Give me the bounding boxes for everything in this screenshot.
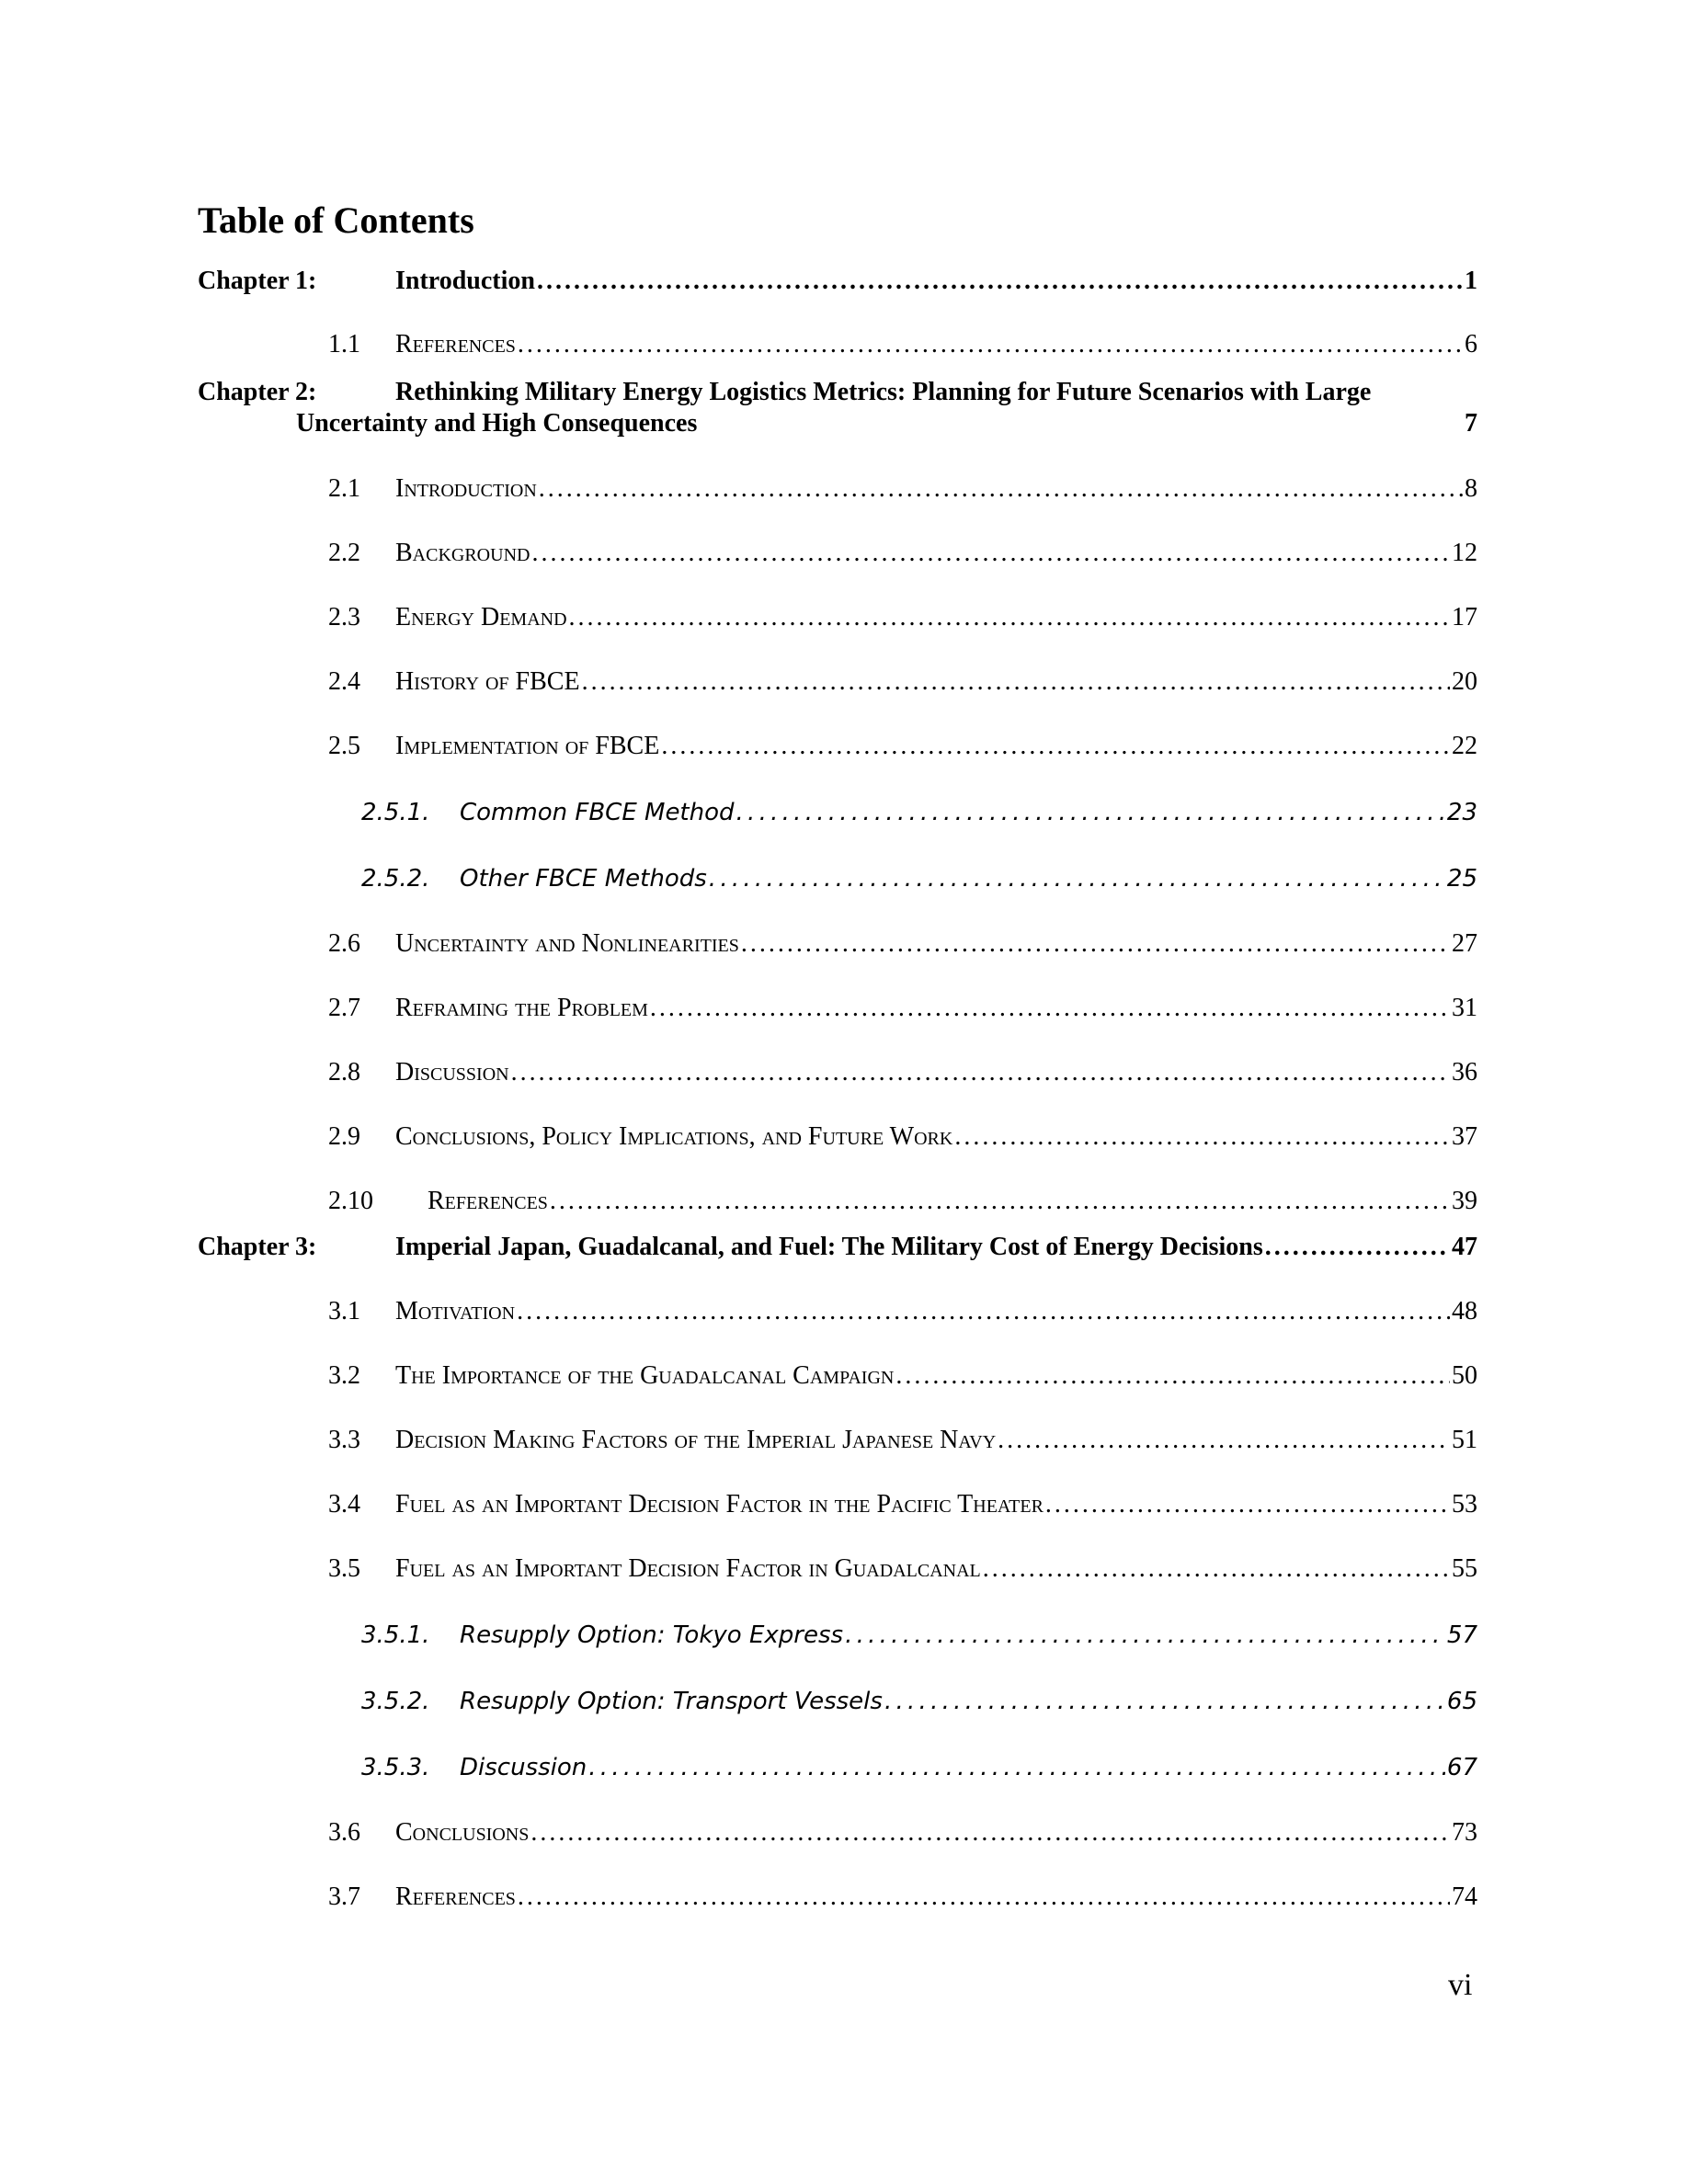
section-title: Reframing the Problem <box>395 994 648 1022</box>
section-number: 2.2 <box>328 539 360 567</box>
section-number: 2.4 <box>328 667 360 696</box>
subsection-title: Other FBCE Methods <box>460 865 707 893</box>
dot-leader <box>537 263 1463 300</box>
toc-section-3-6 <box>328 1814 1477 1851</box>
toc-heading: Table of Contents <box>198 199 474 241</box>
section-number: 2.7 <box>328 994 360 1022</box>
toc-section-2-8 <box>328 1054 1477 1091</box>
chapter-label: Chapter 2: <box>198 378 317 406</box>
section-number: 2.1 <box>328 474 360 503</box>
dot-leader <box>895 1358 1450 1394</box>
dot-leader <box>1265 1229 1450 1266</box>
chapter-title-line2: Uncertainty and High Consequences <box>296 409 698 438</box>
dot-leader <box>531 535 1450 572</box>
dot-leader <box>650 990 1450 1027</box>
section-number: 2.10 <box>328 1187 373 1215</box>
section-number: 2.9 <box>328 1122 360 1151</box>
section-number: 3.5 <box>328 1554 360 1583</box>
subsection-number: 2.5.2. <box>361 865 430 893</box>
section-page: 53 <box>1452 1490 1477 1519</box>
dot-leader <box>736 794 1445 831</box>
dot-leader <box>569 599 1450 636</box>
toc-subsection-2-5-1 <box>361 794 1477 831</box>
dot-leader <box>709 860 1445 897</box>
dot-leader <box>517 1293 1450 1330</box>
section-title: Motivation <box>395 1297 516 1325</box>
dot-leader <box>845 1617 1445 1654</box>
section-title: Conclusions <box>395 1818 530 1847</box>
section-number: 2.3 <box>328 603 360 631</box>
section-title: Background <box>395 539 530 567</box>
toc-section-2-5 <box>328 728 1477 765</box>
section-title: References <box>395 330 516 358</box>
chapter-label: Chapter 1: <box>198 267 317 295</box>
subsection-number: 3.5.2. <box>361 1688 430 1715</box>
chapter-title: Introduction <box>395 267 535 295</box>
toc-section-2-7 <box>328 990 1477 1027</box>
subsection-title: Discussion <box>460 1754 587 1781</box>
toc-subsection-3-5-1 <box>361 1617 1477 1654</box>
toc-chapter-2 <box>198 377 1477 443</box>
section-number: 2.5 <box>328 732 360 760</box>
toc-subsection-3-5-3 <box>361 1749 1477 1786</box>
section-title: Implementation of FBCE <box>395 732 660 760</box>
toc-section-3-5 <box>328 1551 1477 1587</box>
toc-section-3-3 <box>328 1422 1477 1459</box>
subsection-number: 2.5.1. <box>361 799 430 826</box>
section-page: 20 <box>1452 667 1477 696</box>
section-page: 51 <box>1452 1426 1477 1454</box>
toc-section-1-1 <box>328 326 1477 363</box>
subsection-page: 25 <box>1446 865 1477 893</box>
subsection-page: 67 <box>1446 1754 1477 1781</box>
subsection-title: Common FBCE Method <box>460 799 735 826</box>
chapter-title: Imperial Japan, Guadalcanal, and Fuel: The Military Cost of Energy Decisions <box>395 1233 1263 1261</box>
subsection-page: 57 <box>1446 1621 1477 1649</box>
section-title: Uncertainty and Nonlinearities <box>395 929 739 958</box>
page-number: vi <box>1448 1968 1473 2002</box>
dot-leader <box>983 1551 1450 1587</box>
chapter-title-line1: Rethinking Military Energy Logistics Metrics: Planning for Future Scenarios with Large <box>395 378 1372 406</box>
section-title: The Importance of the Guadalcanal Campaign <box>395 1361 895 1390</box>
section-page: 48 <box>1452 1297 1477 1325</box>
toc-section-2-3 <box>328 599 1477 636</box>
toc-subsection-2-5-2 <box>361 860 1477 897</box>
section-title: Decision Making Factors of the Imperial Japanese Navy <box>395 1426 997 1454</box>
section-page: 74 <box>1452 1883 1477 1911</box>
section-title: Fuel as an Important Decision Factor in Guadalcanal <box>395 1554 981 1583</box>
chapter-page: 7 <box>1465 409 1477 438</box>
section-page: 73 <box>1452 1818 1477 1847</box>
section-number: 2.6 <box>328 929 360 958</box>
section-title: Discussion <box>395 1058 509 1086</box>
dot-leader <box>954 1119 1450 1155</box>
dot-leader <box>588 1749 1445 1786</box>
toc-section-2-2 <box>328 535 1477 572</box>
section-page: 50 <box>1452 1361 1477 1390</box>
subsection-title: Resupply Option: Tokyo Express <box>460 1621 844 1649</box>
toc-section-3-2 <box>328 1358 1477 1394</box>
chapter-page: 47 <box>1452 1233 1477 1261</box>
chapter-page: 1 <box>1465 267 1477 295</box>
dot-leader <box>1045 1486 1450 1523</box>
dot-leader <box>539 471 1463 507</box>
toc-section-2-9 <box>328 1119 1477 1155</box>
dot-leader <box>550 1183 1450 1220</box>
section-number: 3.1 <box>328 1297 360 1325</box>
dot-leader <box>998 1422 1450 1459</box>
toc-section-3-1 <box>328 1293 1477 1330</box>
subsection-number: 3.5.3. <box>361 1754 430 1781</box>
section-title: Introduction <box>395 474 537 503</box>
dot-leader <box>530 1814 1450 1851</box>
section-title: Conclusions, Policy Implications, and Future Work <box>395 1122 953 1151</box>
dot-leader <box>518 326 1463 363</box>
section-title: History of FBCE <box>395 667 580 696</box>
subsection-page: 65 <box>1446 1688 1477 1715</box>
toc-chapter-3 <box>198 1229 1477 1266</box>
section-page: 6 <box>1465 330 1477 358</box>
dot-leader <box>582 664 1450 700</box>
section-page: 27 <box>1452 929 1477 958</box>
subsection-page: 23 <box>1446 799 1477 826</box>
section-number: 3.7 <box>328 1883 360 1911</box>
dot-leader <box>741 926 1450 962</box>
section-number: 1.1 <box>328 330 360 358</box>
subsection-title: Resupply Option: Transport Vessels <box>460 1688 883 1715</box>
section-page: 17 <box>1452 603 1477 631</box>
section-number: 3.2 <box>328 1361 360 1390</box>
section-page: 36 <box>1452 1058 1477 1086</box>
toc-subsection-3-5-2 <box>361 1683 1477 1720</box>
subsection-number: 3.5.1. <box>361 1621 430 1649</box>
section-page: 12 <box>1452 539 1477 567</box>
section-number: 2.8 <box>328 1058 360 1086</box>
dot-leader <box>661 728 1450 765</box>
section-title: Fuel as an Important Decision Factor in the Pacific Theater <box>395 1490 1044 1519</box>
toc-section-2-4 <box>328 664 1477 700</box>
dot-leader <box>884 1683 1445 1720</box>
section-page: 8 <box>1465 474 1477 503</box>
toc-section-2-10 <box>328 1183 1477 1220</box>
section-number: 3.4 <box>328 1490 360 1519</box>
chapter-label: Chapter 3: <box>198 1233 317 1261</box>
section-number: 3.3 <box>328 1426 360 1454</box>
section-page: 39 <box>1452 1187 1477 1215</box>
section-page: 22 <box>1452 732 1477 760</box>
section-page: 31 <box>1452 994 1477 1022</box>
toc-section-3-7 <box>328 1879 1477 1916</box>
toc-section-2-6 <box>328 926 1477 962</box>
toc-section-3-4 <box>328 1486 1477 1523</box>
toc-section-2-1 <box>328 471 1477 507</box>
section-title: References <box>428 1187 548 1215</box>
section-title: Energy Demand <box>395 603 567 631</box>
section-page: 37 <box>1452 1122 1477 1151</box>
toc-chapter-1 <box>198 263 1477 300</box>
section-page: 55 <box>1452 1554 1477 1583</box>
dot-leader <box>511 1054 1450 1091</box>
dot-leader <box>518 1879 1450 1916</box>
section-title: References <box>395 1883 516 1911</box>
section-number: 3.6 <box>328 1818 360 1847</box>
